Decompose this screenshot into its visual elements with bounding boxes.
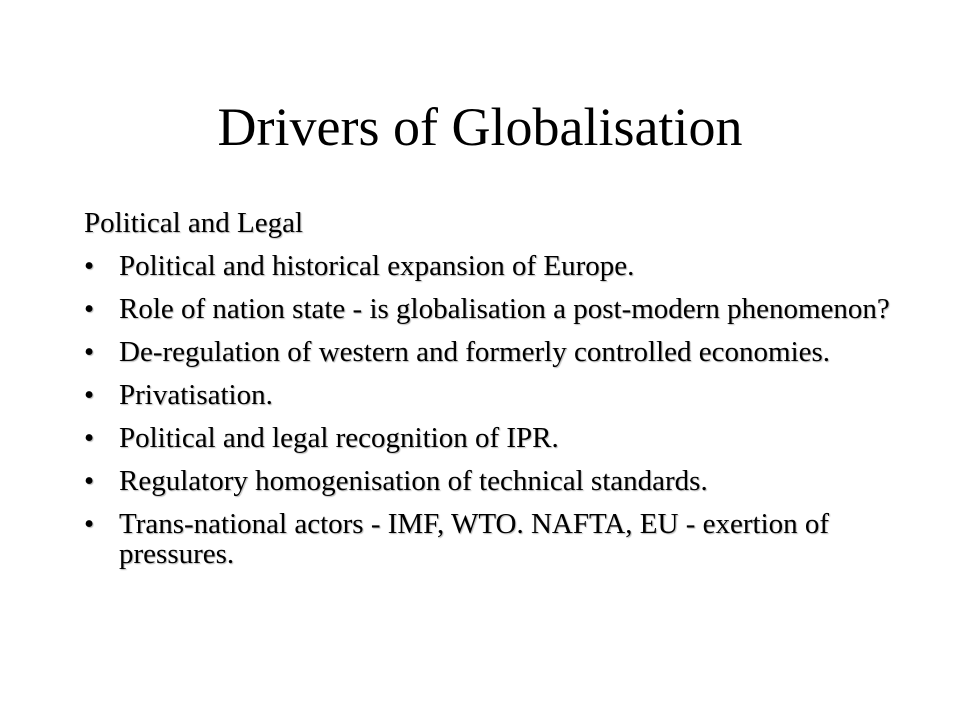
bullet-icon: • bbox=[84, 465, 95, 497]
bullet-icon: • bbox=[84, 336, 95, 368]
bullet-text: Role of nation state - is globalisation a post-modern phenomenon? bbox=[119, 293, 890, 325]
bullet-icon: • bbox=[84, 250, 95, 282]
section-heading: Political and Legal bbox=[84, 207, 304, 239]
bullet-list bbox=[84, 251, 894, 569]
bullet-text: Political and historical expansion of Europe. bbox=[119, 250, 635, 282]
bullet-icon: • bbox=[84, 293, 95, 325]
slide-title: Drivers of Globalisation bbox=[217, 97, 743, 157]
bullet-icon: • bbox=[84, 508, 95, 540]
bullet-text: De-regulation of western and formerly controlled economies. bbox=[119, 336, 831, 368]
bullet-item bbox=[84, 466, 894, 496]
bullet-text: Trans-national actors - IMF, WTO. NAFTA, EU - exertion of pressures. bbox=[119, 508, 830, 570]
bullet-icon: • bbox=[84, 379, 95, 411]
bullet-item bbox=[84, 380, 894, 410]
bullet-item bbox=[84, 337, 894, 367]
bullet-item bbox=[84, 251, 894, 281]
bullet-text: Regulatory homogenisation of technical standards. bbox=[119, 465, 708, 497]
bullet-text: Political and legal recognition of IPR. bbox=[119, 422, 559, 454]
bullet-icon: • bbox=[84, 422, 95, 454]
bullet-item bbox=[84, 423, 894, 453]
slide-body bbox=[84, 208, 894, 582]
bullet-item bbox=[84, 294, 894, 324]
bullet-text: Privatisation. bbox=[119, 379, 273, 411]
bullet-item bbox=[84, 509, 894, 569]
